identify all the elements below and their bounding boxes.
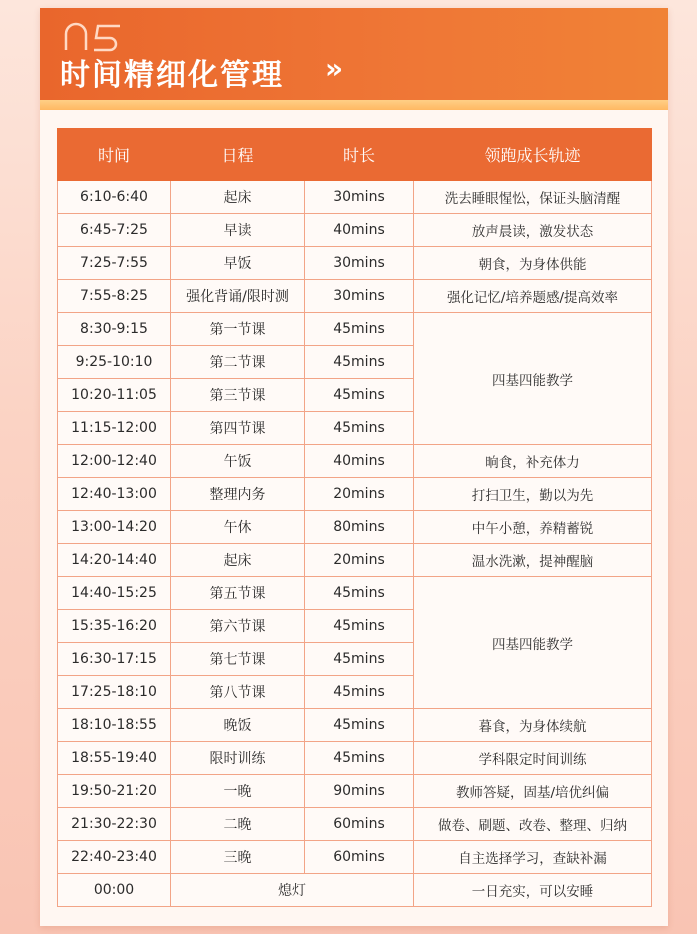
duration-cell: 30mins bbox=[305, 280, 414, 313]
note-cell: 打扫卫生，勤以为先 bbox=[414, 478, 652, 511]
duration-cell: 45mins bbox=[305, 610, 414, 643]
time-cell: 19:50-21:20 bbox=[58, 775, 171, 808]
note-cell: 中午小憩，养精蓄锐 bbox=[414, 511, 652, 544]
schedule-cell: 早饭 bbox=[171, 247, 305, 280]
duration-cell: 20mins bbox=[305, 478, 414, 511]
duration-cell: 60mins bbox=[305, 841, 414, 874]
note-cell: 四基四能教学 bbox=[414, 313, 652, 445]
time-cell: 15:35-16:20 bbox=[58, 610, 171, 643]
schedule-cell: 第一节课 bbox=[171, 313, 305, 346]
column-header-duration: 时长 bbox=[305, 129, 414, 181]
schedule-cell: 第五节课 bbox=[171, 577, 305, 610]
page-title: 时间精细化管理 bbox=[60, 58, 284, 93]
time-cell: 8:30-9:15 bbox=[58, 313, 171, 346]
time-cell: 7:55-8:25 bbox=[58, 280, 171, 313]
table-header-row bbox=[58, 129, 652, 181]
title-banner bbox=[40, 8, 668, 100]
schedule-cell: 第八节课 bbox=[171, 676, 305, 709]
time-cell: 12:40-13:00 bbox=[58, 478, 171, 511]
duration-cell: 30mins bbox=[305, 181, 414, 214]
duration-cell: 45mins bbox=[305, 709, 414, 742]
time-cell: 16:30-17:15 bbox=[58, 643, 171, 676]
note-cell: 做卷、刷题、改卷、整理、归纳 bbox=[414, 808, 652, 841]
schedule-cell: 三晚 bbox=[171, 841, 305, 874]
time-cell: 11:15-12:00 bbox=[58, 412, 171, 445]
schedule-cell: 第四节课 bbox=[171, 412, 305, 445]
schedule-cell: 晚饭 bbox=[171, 709, 305, 742]
duration-cell: 40mins bbox=[305, 214, 414, 247]
duration-cell: 40mins bbox=[305, 445, 414, 478]
duration-cell: 45mins bbox=[305, 643, 414, 676]
duration-cell: 45mins bbox=[305, 676, 414, 709]
schedule-cell: 限时训练 bbox=[171, 742, 305, 775]
schedule-cell: 起床 bbox=[171, 181, 305, 214]
note-cell: 学科限定时间训练 bbox=[414, 742, 652, 775]
note-cell: 一日充实，可以安睡 bbox=[414, 874, 652, 907]
time-cell: 12:00-12:40 bbox=[58, 445, 171, 478]
duration-cell: 45mins bbox=[305, 346, 414, 379]
time-cell: 9:25-10:10 bbox=[58, 346, 171, 379]
table-row bbox=[58, 841, 652, 874]
table-row bbox=[58, 775, 652, 808]
table-row bbox=[58, 511, 652, 544]
table-row bbox=[58, 445, 652, 478]
time-cell: 22:40-23:40 bbox=[58, 841, 171, 874]
duration-cell: 90mins bbox=[305, 775, 414, 808]
table-row bbox=[58, 478, 652, 511]
schedule-cell: 起床 bbox=[171, 544, 305, 577]
note-cell: 晌食，补充体力 bbox=[414, 445, 652, 478]
banner-strip bbox=[40, 100, 668, 110]
note-cell: 朝食，为身体供能 bbox=[414, 247, 652, 280]
note-cell: 温水洗漱，提神醒脑 bbox=[414, 544, 652, 577]
note-cell: 强化记忆/培养题感/提高效率 bbox=[414, 280, 652, 313]
note-cell: 洗去睡眼惺忪，保证头脑清醒 bbox=[414, 181, 652, 214]
duration-cell: 20mins bbox=[305, 544, 414, 577]
schedule-cell: 二晚 bbox=[171, 808, 305, 841]
table-row bbox=[58, 313, 652, 346]
duration-cell: 30mins bbox=[305, 247, 414, 280]
duration-cell: 45mins bbox=[305, 742, 414, 775]
note-cell: 自主选择学习，查缺补漏 bbox=[414, 841, 652, 874]
schedule-cell: 第六节课 bbox=[171, 610, 305, 643]
schedule-cell: 午饭 bbox=[171, 445, 305, 478]
table-row bbox=[58, 808, 652, 841]
time-cell: 18:10-18:55 bbox=[58, 709, 171, 742]
time-cell: 18:55-19:40 bbox=[58, 742, 171, 775]
schedule-cell: 强化背诵/限时测 bbox=[171, 280, 305, 313]
duration-cell: 45mins bbox=[305, 577, 414, 610]
section-number-05 bbox=[62, 22, 142, 52]
time-cell: 6:10-6:40 bbox=[58, 181, 171, 214]
schedule-cell: 熄灯 bbox=[171, 874, 414, 907]
table-row bbox=[58, 280, 652, 313]
table-row bbox=[58, 577, 652, 610]
column-header-schedule: 日程 bbox=[171, 129, 305, 181]
schedule-cell: 第七节课 bbox=[171, 643, 305, 676]
schedule-cell: 整理内务 bbox=[171, 478, 305, 511]
duration-cell: 60mins bbox=[305, 808, 414, 841]
time-cell: 10:20-11:05 bbox=[58, 379, 171, 412]
table-row bbox=[58, 181, 652, 214]
schedule-cell: 第二节课 bbox=[171, 346, 305, 379]
schedule-cell: 午休 bbox=[171, 511, 305, 544]
column-header-growth: 领跑成长轨迹 bbox=[414, 129, 652, 181]
time-cell: 00:00 bbox=[58, 874, 171, 907]
table-row bbox=[58, 247, 652, 280]
time-cell: 21:30-22:30 bbox=[58, 808, 171, 841]
note-cell: 四基四能教学 bbox=[414, 577, 652, 709]
time-cell: 6:45-7:25 bbox=[58, 214, 171, 247]
note-cell: 教师答疑，固基/培优纠偏 bbox=[414, 775, 652, 808]
schedule-cell: 第三节课 bbox=[171, 379, 305, 412]
duration-cell: 45mins bbox=[305, 379, 414, 412]
table-row bbox=[58, 709, 652, 742]
note-cell: 放声晨读，激发状态 bbox=[414, 214, 652, 247]
schedule-card bbox=[40, 8, 668, 926]
time-cell: 7:25-7:55 bbox=[58, 247, 171, 280]
table-row bbox=[58, 214, 652, 247]
duration-cell: 80mins bbox=[305, 511, 414, 544]
note-cell: 暮食，为身体续航 bbox=[414, 709, 652, 742]
table-row bbox=[58, 874, 652, 907]
schedule-table bbox=[57, 128, 652, 907]
table-row bbox=[58, 544, 652, 577]
chevron-right-icon: » bbox=[325, 52, 340, 85]
time-cell: 14:40-15:25 bbox=[58, 577, 171, 610]
schedule-cell: 早读 bbox=[171, 214, 305, 247]
schedule-cell: 一晚 bbox=[171, 775, 305, 808]
time-cell: 13:00-14:20 bbox=[58, 511, 171, 544]
time-cell: 17:25-18:10 bbox=[58, 676, 171, 709]
duration-cell: 45mins bbox=[305, 412, 414, 445]
column-header-time: 时间 bbox=[58, 129, 171, 181]
duration-cell: 45mins bbox=[305, 313, 414, 346]
table-row bbox=[58, 742, 652, 775]
time-cell: 14:20-14:40 bbox=[58, 544, 171, 577]
